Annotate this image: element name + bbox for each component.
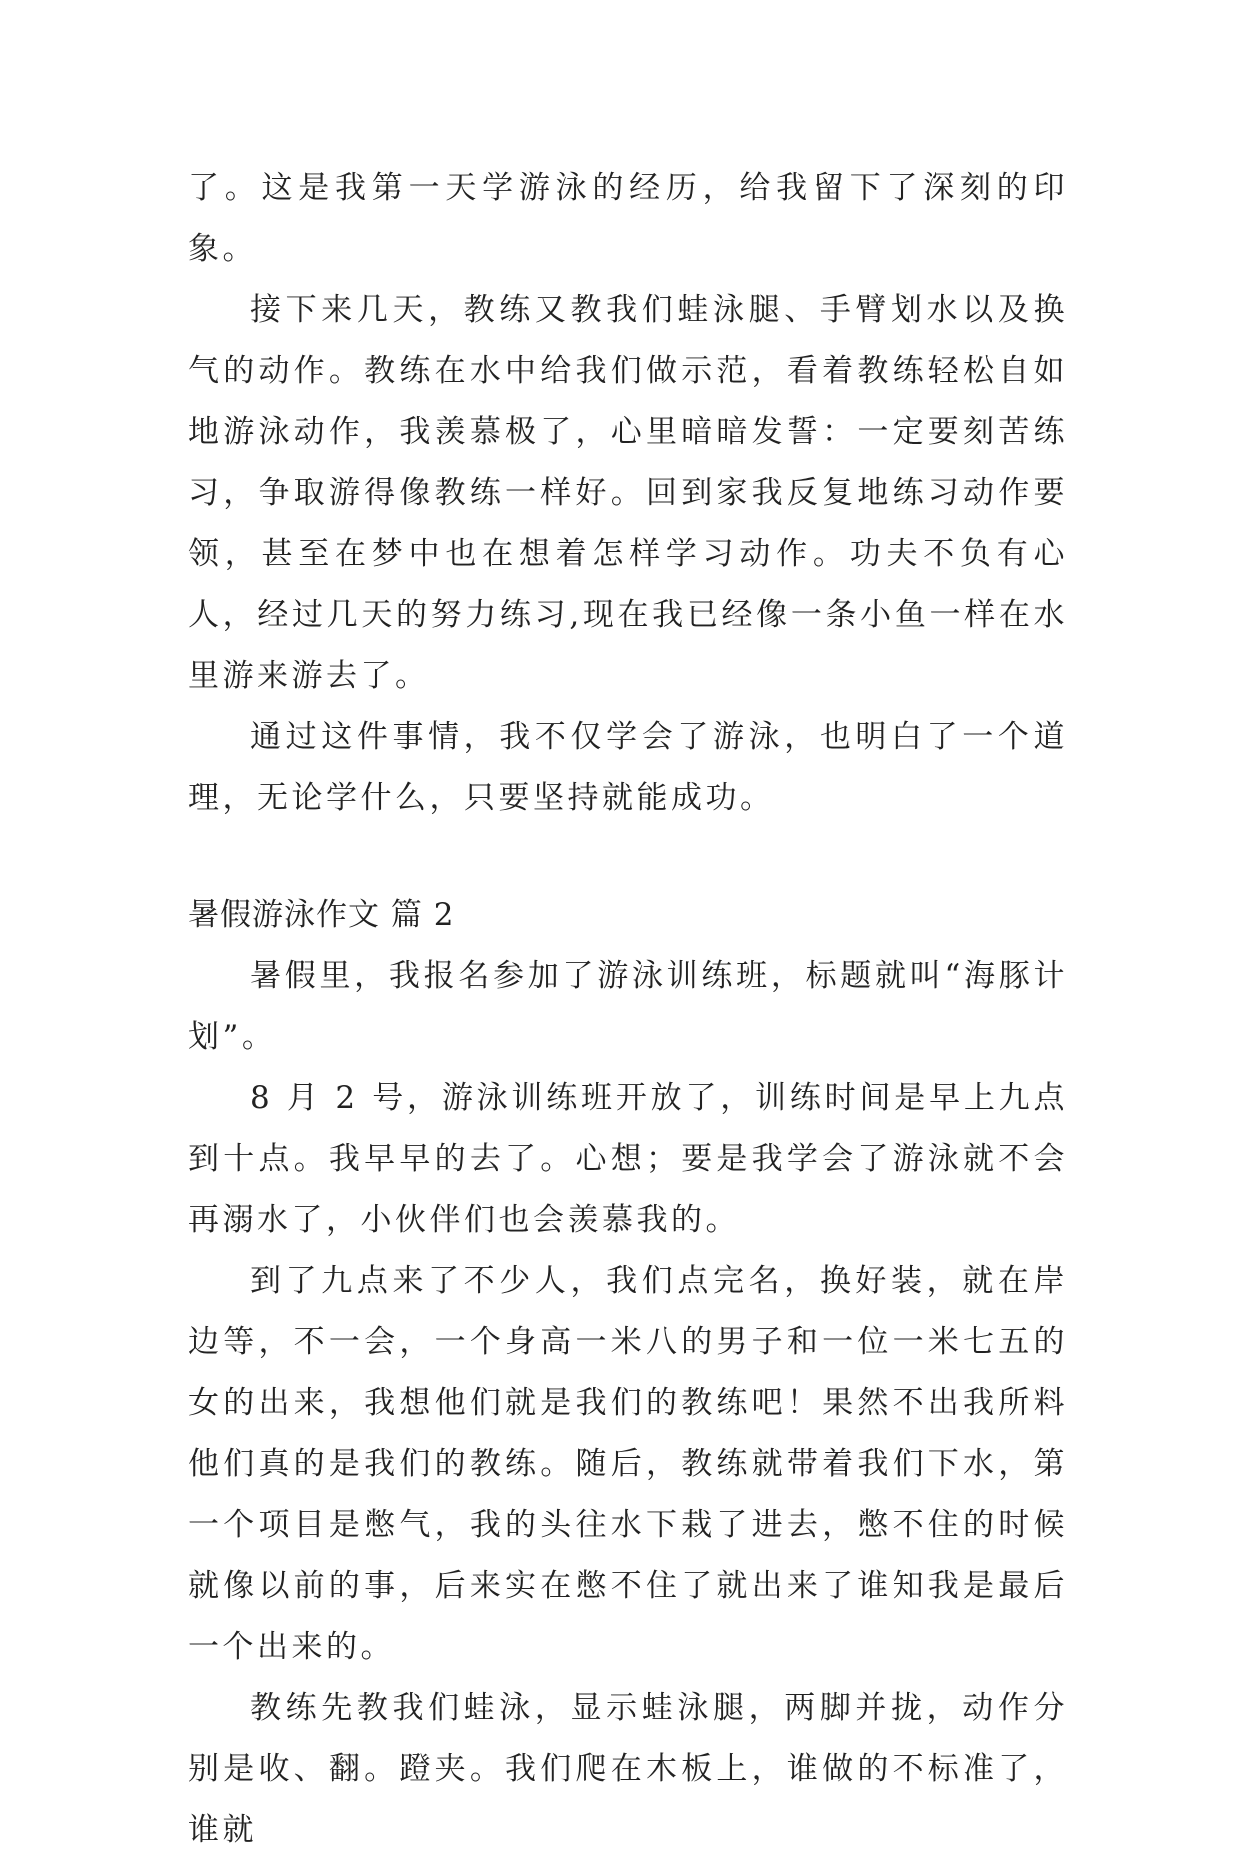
paragraph: 通过这件事情，我不仅学会了游泳，也明白了一个道理，无论学什么，只要坚持就能成功。 xyxy=(188,719,1068,816)
paragraph-continued: 了。这是我第一天学游泳的经历，给我留下了深刻的印象。 xyxy=(188,170,1068,267)
paragraph: 到了九点来了不少人，我们点完名，换好装，就在岸边等，不一会，一个身高一米八的男子和一位一米七五的女的出来，我想他们就是我们的教练吧！果然不出我所料他们真的是我们的教练。随后，教练就带着我们下水，第一个项目是憋气，我的头往水下栽了进去，憋不住的时候就像以前的事，后来实在憋不住了就出来了谁知我是最后一个出来的。 xyxy=(188,1263,1068,1665)
section-title: 暑假游泳作文 篇 2 xyxy=(188,897,455,933)
section-spacer xyxy=(188,829,1068,885)
paragraph: 接下来几天，教练又教我们蛙泳腿、手臂划水以及换气的动作。教练在水中给我们做示范，看着教练轻松自如地游泳动作，我羡慕极了，心里暗暗发誓：一定要刻苦练习，争取游得像教练一样好。回到家我反复地练习动作要领，甚至在梦中也在想着怎样学习动作。功夫不负有心人，经过几天的努力练习,现在我已经像一条小鱼一样在水里游来游去了。 xyxy=(188,292,1068,694)
paragraph: 8 月 2 号，游泳训练班开放了，训练时间是早上九点到十点。我早早的去了。心想；要是我学会了游泳就不会再溺水了，小伙伴们也会羡慕我的。 xyxy=(188,1080,1068,1238)
paragraph: 教练先教我们蛙泳，显示蛙泳腿，两脚并拢，动作分别是收、翻。蹬夹。我们爬在木板上，谁做的不标准了，谁就 xyxy=(188,1690,1068,1848)
document-body xyxy=(188,158,1068,1861)
paragraph: 暑假里，我报名参加了游泳训练班，标题就叫“海豚计划”。 xyxy=(188,958,1068,1055)
